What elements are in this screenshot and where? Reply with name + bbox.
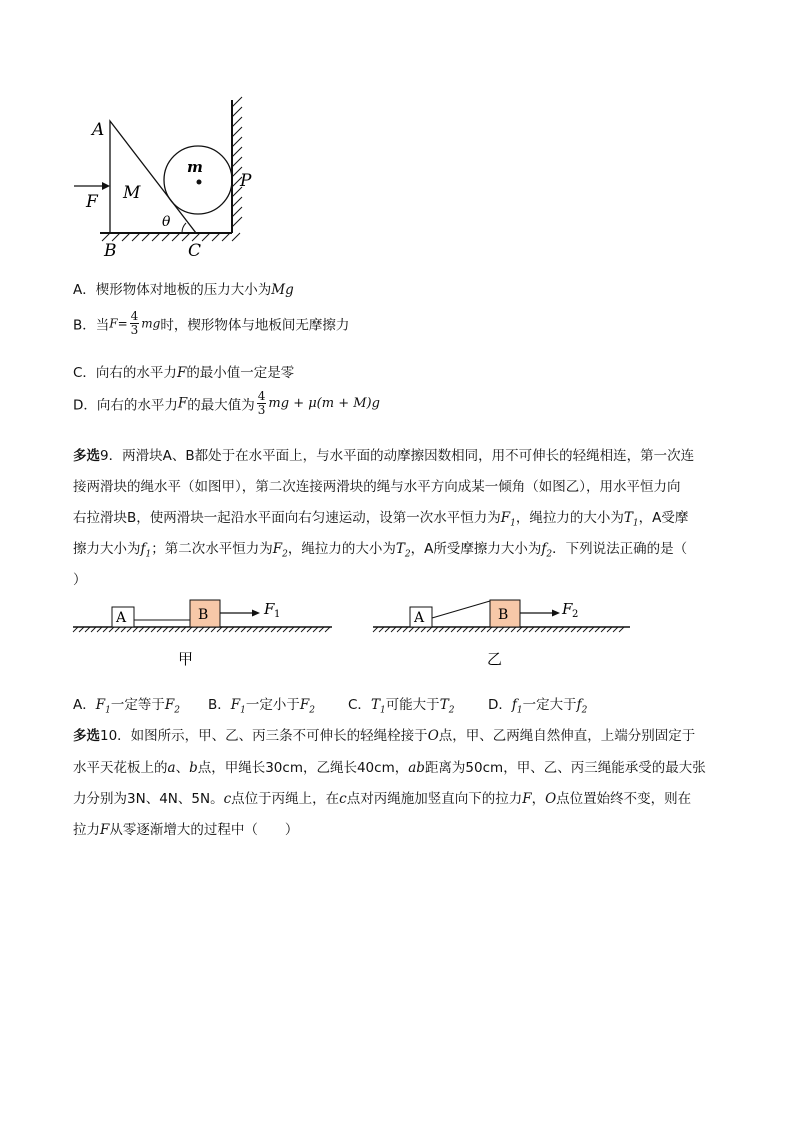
multi-choice-tag: 多选 — [73, 448, 100, 464]
q9-options — [73, 693, 587, 716]
q10-line-2: 水平天花板上的a、b点，甲绳长30cm，乙绳长40cm，ab距离为50cm，甲、乙、丙三绳能承受的最大张 — [73, 760, 706, 776]
label-M: M — [123, 183, 141, 203]
force-f1-sub: 1 — [274, 609, 281, 620]
figure-yi — [370, 596, 640, 676]
label-B: B — [104, 241, 117, 261]
q9-line-5: ） — [73, 572, 87, 588]
label-theta: θ — [162, 214, 171, 230]
label-P: P — [240, 171, 252, 191]
block-a-label: A — [414, 610, 425, 626]
force-f2-label: F — [562, 600, 573, 618]
label-m: m — [187, 158, 203, 176]
fraction-4-3: $\frac{4}{3}$ — [130, 309, 139, 337]
q9-line-2: 接两滑块的绳水平（如图甲），第二次连接两滑块的绳与水平方向成某一倾角（如图乙），用水平恒力向 — [73, 479, 681, 495]
label-A: A — [92, 120, 105, 140]
fraction-4-3-d: $\frac{4}{3}$ — [257, 389, 266, 417]
block-b-label: B — [498, 607, 509, 623]
q8-option-a: A．楔形物体对地板的压力大小为Mg — [73, 282, 294, 298]
q9-option-b: B．$F_1$一定小于$F_2$ — [208, 697, 315, 716]
q10-line-1: 多选10．如图所示，甲、乙、丙三条不可伸长的轻绳栓接于O点，甲、乙两绳自然伸直，上端分别固定于 — [73, 728, 696, 744]
figure-jia — [70, 596, 340, 676]
q9-line-4: 擦力大小为$f_1$；第二次水平恒力为$F_2$，绳拉力的大小为$T_2$，A所受摩擦力大小为$f_2$．下列说法正确的是（ — [73, 541, 688, 560]
caption-jia: 甲 — [178, 650, 194, 668]
q10-line-3: 力分别为3N、4N、5N。c点位于丙绳上，在c点对丙绳施加竖直向下的拉力F，O点位置始终不变，则在 — [73, 791, 692, 807]
caption-yi: 乙 — [487, 650, 503, 668]
q10-line-4: 拉力F从零逐渐增大的过程中（ ） — [73, 822, 299, 838]
multi-choice-tag: 多选 — [73, 728, 100, 744]
q8-option-d: D．向右的水平力F的最大值为 $\frac{4}{3}$ mg + μ(m + M)g — [73, 389, 380, 417]
block-a-label: A — [116, 610, 127, 626]
q8-option-c: C．向右的水平力F的最小值一定是零 — [73, 365, 295, 381]
label-C: C — [188, 241, 202, 261]
q9-option-a: A．$F_1$一定等于$F_2$ — [73, 697, 180, 716]
force-f1-label: F — [264, 600, 275, 618]
q9-option-d: D．$f_1$一定大于$f_2$ — [488, 697, 588, 716]
block-b-label: B — [198, 607, 209, 623]
label-F: F — [86, 192, 98, 212]
wedge-ball-figure — [70, 95, 260, 265]
q9-option-c: C．$T_1$可能大于$T_2$ — [348, 697, 455, 716]
q9-line-1: 多选9．两滑块A、B都处于在水平面上，与水平面的动摩擦因数相同，用不可伸长的轻绳相连，第一次连 — [73, 448, 695, 464]
q8-option-b: B．当F= $\frac{4}{3}$ mg时，楔形物体与地板间无摩擦力 — [73, 309, 350, 337]
q9-line-3: 右拉滑块B，使两滑块一起沿水平面向右匀速运动，设第一次水平恒力为$F_1$，绳拉力的大小为$T_1$，A受摩 — [73, 510, 689, 529]
force-f2-sub: 2 — [572, 609, 579, 620]
